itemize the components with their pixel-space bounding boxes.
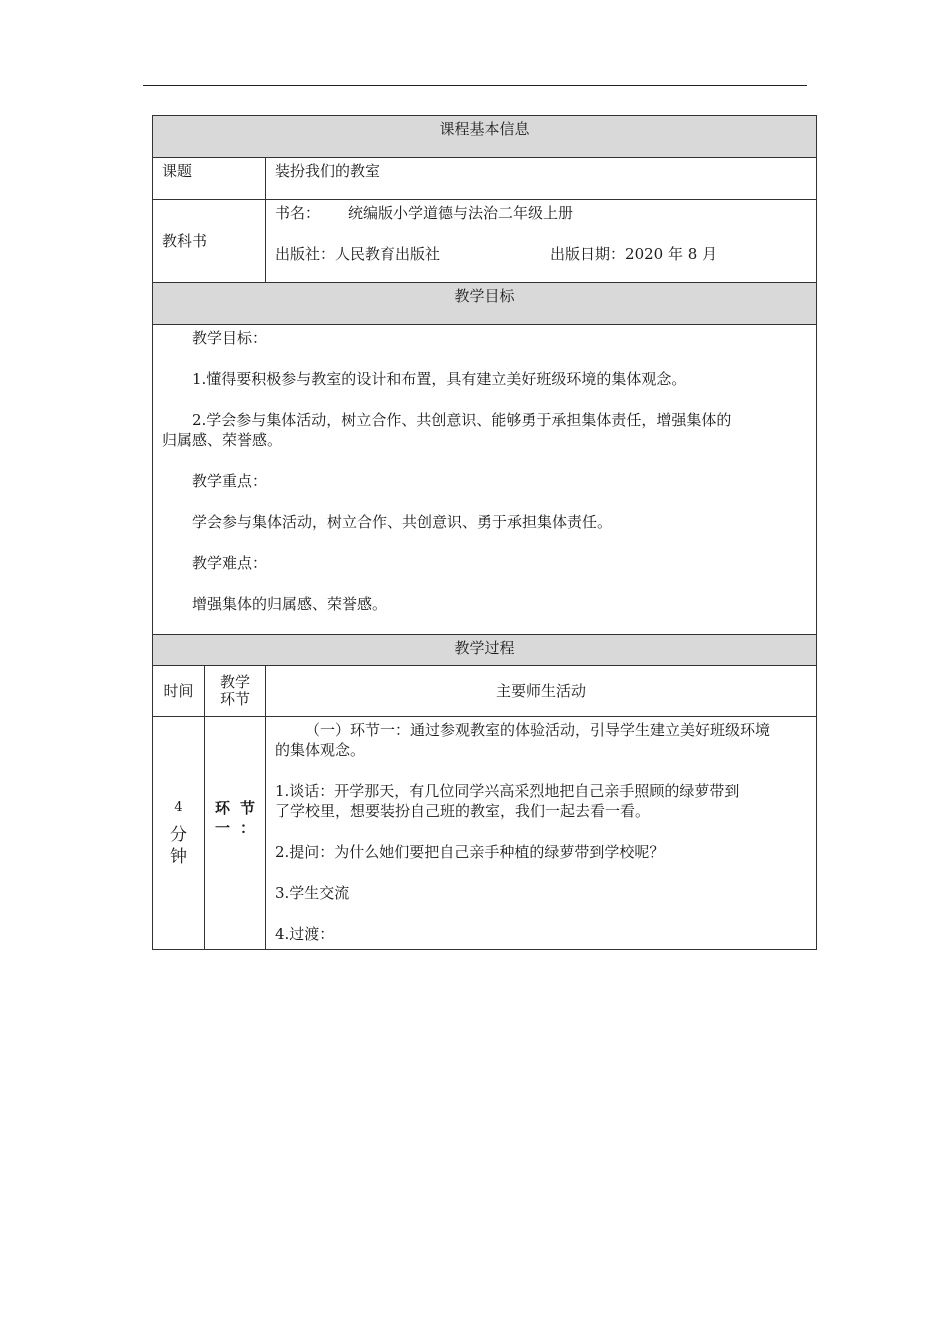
publisher-value: 人民教育出版社 — [335, 245, 441, 263]
topic-value — [266, 158, 817, 200]
process-header-row — [153, 635, 817, 666]
row1-stage-line-2: 一 ： — [215, 819, 255, 837]
key-points: 学会参与集体活动，树立合作、共创意识、勇于承担集体责任。 — [192, 513, 613, 531]
book-name-value: 统编版小学道德与法治二年级上册 — [348, 204, 574, 222]
objectives-body-row — [153, 325, 817, 635]
textbook-details — [266, 200, 817, 283]
difficulty-heading: 教学难点： — [192, 554, 268, 572]
process-header-text: 教学过程 — [454, 639, 515, 657]
publisher-label: 出版社： — [275, 245, 336, 263]
header-rule — [143, 85, 807, 86]
textbook-label-text: 教科书 — [162, 232, 208, 250]
row1-activity — [266, 717, 817, 950]
pub-date-value: 2020 年 8 月 — [625, 245, 718, 263]
topic-label — [153, 158, 266, 200]
col-stage-line-1: 教学 — [219, 673, 250, 691]
row1-time — [153, 717, 205, 950]
step-3: 3.学生交流 — [275, 884, 350, 902]
goal-2-line-1: 2.学会参与集体活动，树立合作、共创意识、能够勇于承担集体责任，增强集体的 — [192, 411, 732, 429]
topic-row — [153, 158, 817, 200]
basic-info-header-row — [153, 116, 817, 158]
topic-label-text: 课题 — [162, 162, 193, 180]
step-1-line-2: 了学校里，想要装扮自己班的教室，我们一起去看一看。 — [275, 802, 651, 820]
textbook-label — [153, 200, 266, 283]
step-2: 2.提问：为什么她们要把自己亲手种植的绿萝带到学校呢？ — [275, 843, 665, 861]
objectives-header-text: 教学目标 — [454, 287, 515, 305]
goal-1: 1.懂得要积极参与教室的设计和布置，具有建立美好班级环境的集体观念。 — [192, 370, 687, 388]
process-column-row — [153, 666, 817, 717]
objectives-header — [153, 283, 817, 325]
col-stage-line-2: 环节 — [219, 690, 250, 708]
row1-stage — [205, 717, 266, 950]
col-activity-text: 主要师生活动 — [496, 682, 587, 700]
process-row-1 — [153, 717, 817, 950]
difficulty: 增强集体的归属感、荣誉感。 — [192, 595, 388, 613]
row1-stage-text — [215, 788, 255, 838]
book-name-line — [275, 203, 807, 223]
publisher-line — [275, 244, 807, 264]
step-1-line-1: 1.谈话：开学那天，有几位同学兴高采烈地把自己亲手照顾的绿萝带到 — [275, 782, 740, 800]
objectives-header-row — [153, 283, 817, 325]
pub-date-label: 出版日期： — [550, 245, 626, 263]
activity-intro-line-1: （一）环节一：通过参观教室的体验活动，引导学生建立美好班级环境 — [305, 721, 771, 739]
row1-time-number: 4 — [174, 800, 183, 815]
col-activity — [266, 666, 817, 717]
textbook-row — [153, 200, 817, 283]
goal-2-line-2: 归属感、荣誉感。 — [162, 431, 283, 449]
topic-value-text: 装扮我们的教室 — [275, 162, 381, 180]
basic-info-header-text: 课程基本信息 — [439, 120, 530, 138]
row1-time-unit-1: 分 — [170, 825, 187, 845]
basic-info-header — [153, 116, 817, 158]
key-points-heading: 教学重点： — [192, 472, 268, 490]
row1-stage-line-1: 环 节 — [215, 799, 255, 817]
goals-heading: 教学目标： — [192, 329, 268, 347]
objectives-body — [153, 325, 817, 635]
col-stage — [205, 666, 266, 717]
lesson-plan-table — [152, 115, 817, 950]
row1-time-unit-2: 钟 — [170, 847, 187, 867]
process-header — [153, 635, 817, 666]
activity-intro-line-2: 的集体观念。 — [275, 741, 366, 759]
col-time — [153, 666, 205, 717]
book-name-label: 书名： — [275, 204, 321, 222]
col-time-text: 时间 — [163, 682, 194, 700]
step-4: 4.过渡： — [275, 925, 335, 943]
